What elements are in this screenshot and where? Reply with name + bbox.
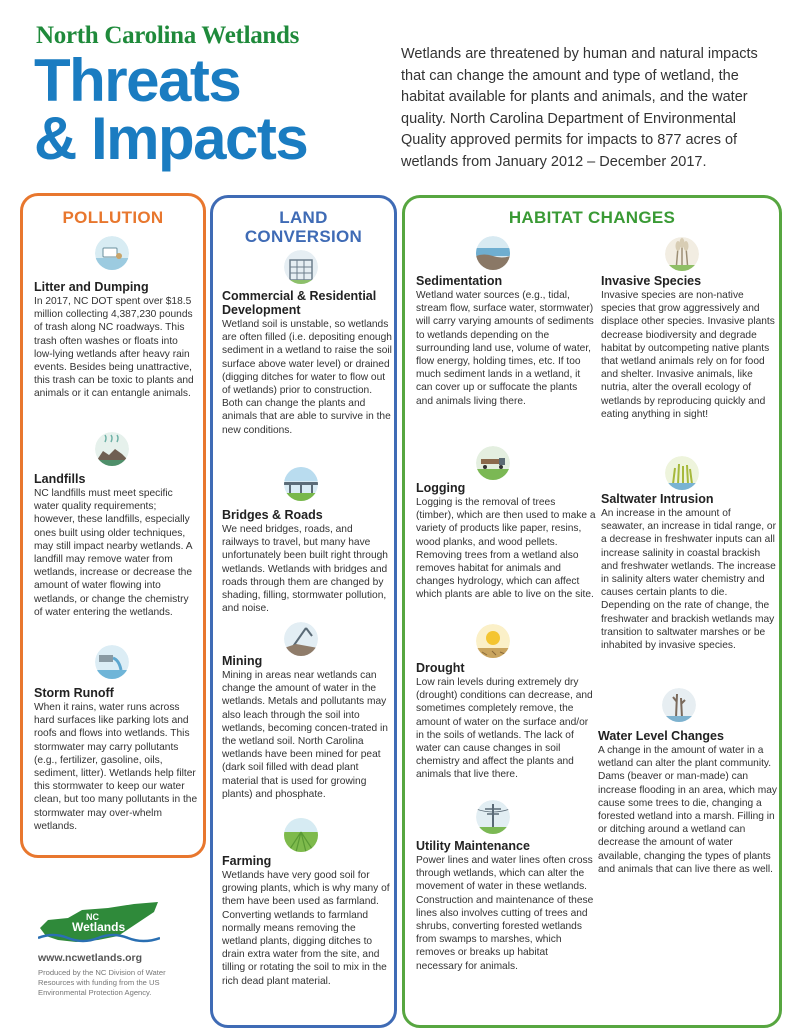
- land-heading-line-1: LAND: [279, 208, 328, 227]
- section-title: Storm Runoff: [34, 686, 114, 700]
- section-text: Invasive species are non-native species that grow aggressively and displace other species. Invasive plants decrease biodiversity and degrade habitat by outcompeting native plants that wetland animals rely on for food and shelter. Invasive animals, like nutria, alter the overall ecology of wetlands by reproducing quickly and eating anything in sight!: [601, 290, 775, 420]
- sediment-icon: [476, 236, 510, 270]
- mining-icon: [284, 622, 318, 656]
- marsh-grass-icon: [665, 456, 699, 490]
- section-logging: [416, 481, 596, 602]
- farm-field-icon: [284, 818, 318, 852]
- title-line-1: Threats: [34, 47, 241, 114]
- section-title: Saltwater Intrusion: [601, 492, 714, 506]
- section-farming: [222, 854, 392, 988]
- section-storm-runoff: [34, 686, 199, 833]
- section-mining: [222, 654, 392, 801]
- logo-text-wetlands: Wetlands: [72, 920, 126, 934]
- page-title: [34, 47, 308, 172]
- section-saltwater-intrusion: [601, 492, 777, 652]
- dead-tree-icon: [662, 688, 696, 722]
- habitat-changes-heading: HABITAT CHANGES: [508, 208, 676, 227]
- section-drought: [416, 661, 596, 782]
- subtitle: North Carolina Wetlands: [36, 22, 300, 49]
- sun-icon: [476, 624, 510, 658]
- section-text: Mining in areas near wetlands can change the amount of water in the wetlands. Metals and pollutants may also leach through the soil into wetlands, becoming concen-trated in the wetland soil. North Carolina wetlands have been mined for peat (dark soil filled with dead plant material that is used for growing plants) and phosphate.: [222, 670, 388, 800]
- section-invasive-species: [601, 274, 777, 421]
- section-bridges-roads: [222, 508, 392, 615]
- section-title: Farming: [222, 854, 272, 868]
- section-title: Water Level Changes: [598, 729, 724, 743]
- grass-plume-icon: [665, 237, 699, 271]
- section-text: A change in the amount of water in a wetland can alter the plant community. Dams (beaver or man-made) can increase flooding in an area, which may cause some trees to die, changing a forested wetland into a marsh. Filling in or ditching around a wetland can decrease the amount of water available, changing the types of plants and animals that can live there as well.: [598, 745, 777, 875]
- section-text: Wetland soil is unstable, so wetlands are often filled (i.e. depositing enough sediment in a wetland to raise the soil surface above water level) or drained (digging ditches for water to flow out of wetlands) prior to construction. Both can change the plants and animals that are able to survive in the new conditions.: [222, 319, 392, 436]
- nc-wetlands-logo: [38, 898, 160, 946]
- building-icon: [284, 250, 318, 284]
- section-text: NC landfills must meet specific water quality requirements; however, these landfills, especially ones built using older techniques, may still impact nearby wetlands. A landfill may remove water from wetlands, increase or decrease the amount of water flowing into wetlands, or change the chemistry of water entering the wetlands.: [34, 488, 192, 618]
- credit-text: Produced by the NC Division of Water Resources with funding from the US Environmental Protection Agency.: [38, 968, 166, 997]
- section-text: An increase in the amount of seawater, an increase in tidal range, or a decrease in freshwater inputs can all increase salinity in coastal brackish and freshwater wetlands. The increase in salinity alters water chemistry and causes certain plants to die. Depending on the rate of change, the freshwater and brackish wetlands may transition to saltwater marshes or be inhabited by invasive species.: [601, 508, 776, 652]
- section-title: Logging: [416, 481, 466, 495]
- section-text: Wetlands have very good soil for growing plants, which is why many of them have been used as farmland. Converting wetlands to farmland normally means removing the wetland plants, digging ditches to drain extra water from the site, and tilling or rotating the soil to mix in the rich dead plant material.: [222, 870, 390, 987]
- bridge-icon: [284, 467, 318, 501]
- pollution-heading: POLLUTION: [62, 208, 164, 227]
- section-title: Landfills: [34, 472, 86, 486]
- intro-paragraph: Wetlands are threatened by human and natural impacts that can change the amount and type of wetland, the habitat available for plants and animals, and the water quality. North Carolina Department of Environmental Quality approved permits for impacts to 877 acres of wetlands from January 2012 – December 2017.: [401, 46, 758, 170]
- landfill-icon: [95, 432, 129, 466]
- section-text: Power lines and water lines often cross through wetlands, which can alter the movement of water in these wetlands. Construction and maintenance of these lines also involves cutting of trees and shrubs, converting forested wetlands from swamps to marshes, which removes or breaks up habitat necessary for animals.: [416, 855, 594, 972]
- section-title: Mining: [222, 654, 263, 668]
- section-text: In 2017, NC DOT spent over $18.5 million collecting 4,387,230 pounds of trash along NC roadways. This trash often washes or floats into low-lying wetlands after heavy rain events. Besides being unattractive, this trash can be toxic to plants and animals or it can entangle animals.: [34, 296, 194, 400]
- section-title: Commercial & Residential Development: [222, 289, 377, 317]
- section-litter-and-dumping: [34, 280, 199, 401]
- runoff-pipe-icon: [95, 645, 129, 679]
- section-title: Litter and Dumping: [34, 280, 149, 294]
- logo-text-nc: NC: [86, 912, 99, 922]
- section-text: Wetland water sources (e.g., tidal, stream flow, surface water, stormwater) will carry varying amounts of sediments to wetlands depending on the surrounding land use, volume of water, flow energy, holding times, etc. If too much sediment lands in a wetland, it can cover up or suffocate the plants and animals living there.: [416, 290, 594, 407]
- section-commercial-residential: [222, 289, 392, 437]
- land-heading-line-2: CONVERSION: [244, 227, 363, 246]
- trash-icon: [95, 236, 129, 270]
- section-title: Utility Maintenance: [416, 839, 530, 853]
- power-line-icon: [476, 800, 510, 834]
- section-water-level-changes: [598, 729, 778, 876]
- title-line-2: & Impacts: [34, 105, 308, 172]
- section-text: Logging is the removal of trees (timber), which are then used to make a variety of products like paper, resins, wood planks, and wood pellets. Removing trees from a wetland also removes habitat for animals and changes hydrology, which can affect which plants are able to live on the site.: [416, 497, 596, 601]
- section-title: Sedimentation: [416, 274, 503, 288]
- logging-truck-icon: [476, 446, 510, 480]
- section-utility-maintenance: [416, 839, 596, 973]
- land-conversion-heading: [210, 208, 397, 246]
- section-title: Bridges & Roads: [222, 508, 323, 522]
- section-text: Low rain levels during extremely dry (drought) conditions can decrease, and sometimes completely remove, the amount of water on the surface and/or in the soils of wetlands. The lack of water can cause changes in soil chemistry and affect the plants and animals that live there.: [416, 677, 593, 781]
- section-text: When it rains, water runs across hard surfaces like parking lots and roofs and flows into wetlands. This stormwater may carry pollutants (e.g., fertilizer, gasoline, oils, sediment, litter). Wetlands help filter this stormwater to keep our water clean, but too many pollutants in the stormwater may over-whelm wetlands.: [34, 702, 198, 832]
- section-landfills: [34, 472, 199, 619]
- section-title: Invasive Species: [601, 274, 702, 288]
- section-title: Drought: [416, 661, 465, 675]
- section-sedimentation: [416, 274, 596, 408]
- section-text: We need bridges, roads, and railways to travel, but many have unfortunately been built right through wetlands. Wetlands with bridges and roads through them are changed by shading, filling, stormwater pollution, and noise.: [222, 524, 388, 615]
- website-link[interactable]: www.ncwetlands.org: [38, 952, 143, 964]
